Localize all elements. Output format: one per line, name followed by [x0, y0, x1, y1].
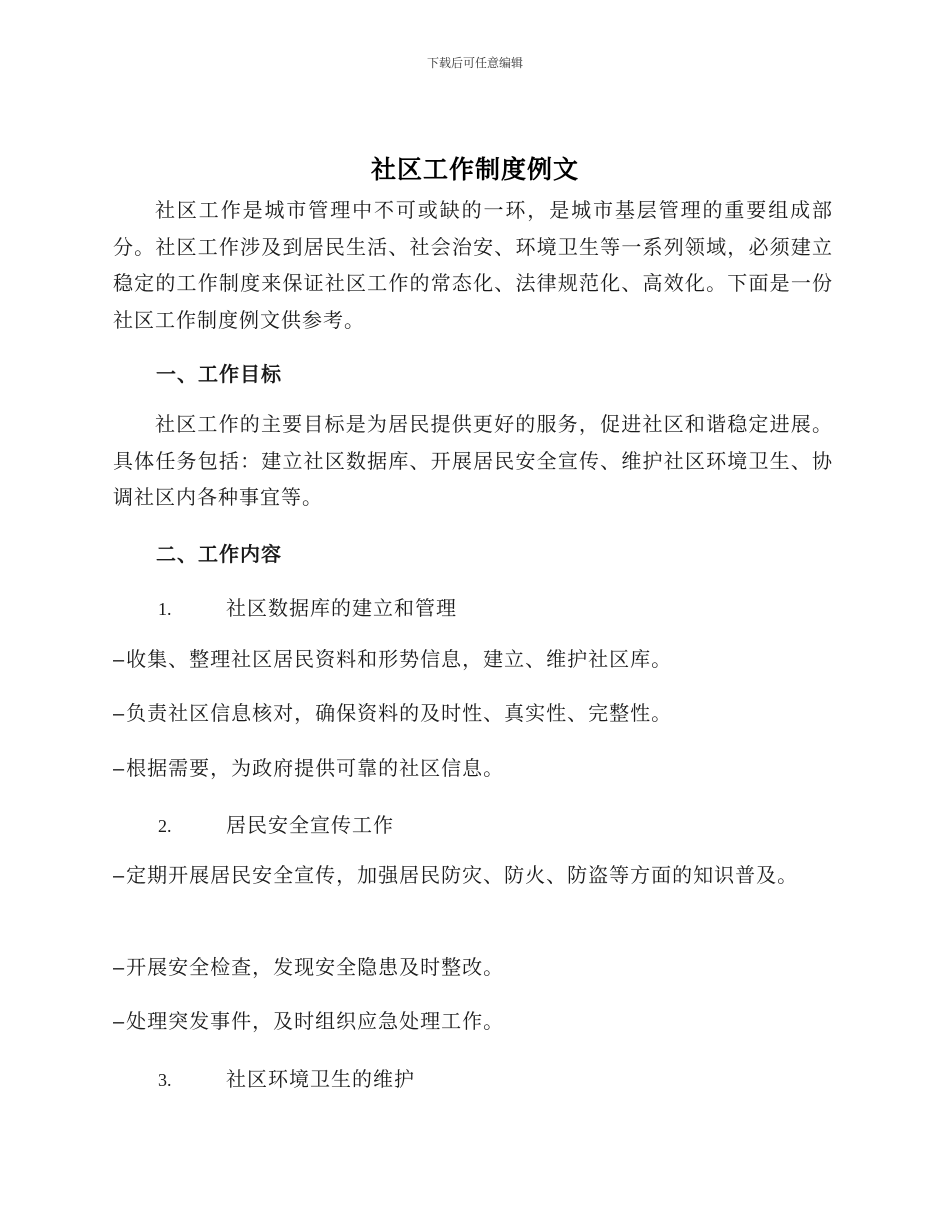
- bullet-marker: –: [113, 1011, 125, 1033]
- bullet-item: [113, 1003, 833, 1041]
- section-heading-content: 二、工作内容: [156, 542, 282, 566]
- bullet-text: 处理突发事件，及时组织应急处理工作。: [126, 1009, 505, 1033]
- bullet-marker: –: [113, 957, 125, 979]
- bullet-marker: –: [113, 703, 125, 725]
- numbered-item-1: [158, 592, 457, 621]
- numbered-item-3: [158, 1063, 415, 1092]
- item-number: 2.: [158, 816, 172, 836]
- bullet-text: 开展安全检查，发现安全隐患及时整改。: [126, 955, 505, 979]
- bullet-marker: –: [113, 758, 125, 780]
- bullet-text: 负责社区信息核对，确保资料的及时性、真实性、完整性。: [126, 701, 673, 725]
- item-title: 社区环境卫生的维护: [226, 1067, 415, 1091]
- bullet-item: [113, 641, 833, 679]
- intro-paragraph: 社区工作是城市管理中不可或缺的一环，是城市基层管理的重要组成部分。社区工作涉及到居民生活、社会治安、环境卫生等一系列领域，必须建立稳定的工作制度来保证社区工作的常态化、法律规范化、高效化。下面是一份社区工作制度例文供参考。: [113, 198, 833, 332]
- page-header-note: 下载后可任意编辑: [426, 56, 523, 70]
- bullet-text: 根据需要，为政府提供可靠的社区信息。: [126, 756, 505, 780]
- bullet-marker: –: [113, 649, 125, 671]
- item-title: 居民安全宣传工作: [226, 813, 394, 837]
- goals-paragraph: 社区工作的主要目标是为居民提供更好的服务，促进社区和谐稳定进展。具体任务包括：建立社区数据库、开展居民安全宣传、维护社区环境卫生、协调社区内各种事宜等。: [113, 412, 833, 509]
- bullet-item: [113, 857, 833, 895]
- document-title: 社区工作制度例文: [370, 155, 579, 184]
- bullet-item: [113, 949, 833, 987]
- bullet-item: [113, 695, 833, 733]
- bullet-marker: –: [113, 865, 125, 887]
- numbered-item-2: [158, 809, 394, 838]
- bullet-text: 收集、整理社区居民资料和形势信息，建立、维护社区库。: [126, 647, 673, 671]
- bullet-text: 定期开展居民安全宣传，加强居民防灾、防火、防盗等方面的知识普及。: [126, 863, 799, 887]
- item-number: 3.: [158, 1070, 172, 1090]
- section-heading-goals: 一、工作目标: [156, 362, 282, 386]
- item-number: 1.: [158, 599, 172, 619]
- bullet-item: [113, 750, 833, 788]
- item-title: 社区数据库的建立和管理: [226, 596, 457, 620]
